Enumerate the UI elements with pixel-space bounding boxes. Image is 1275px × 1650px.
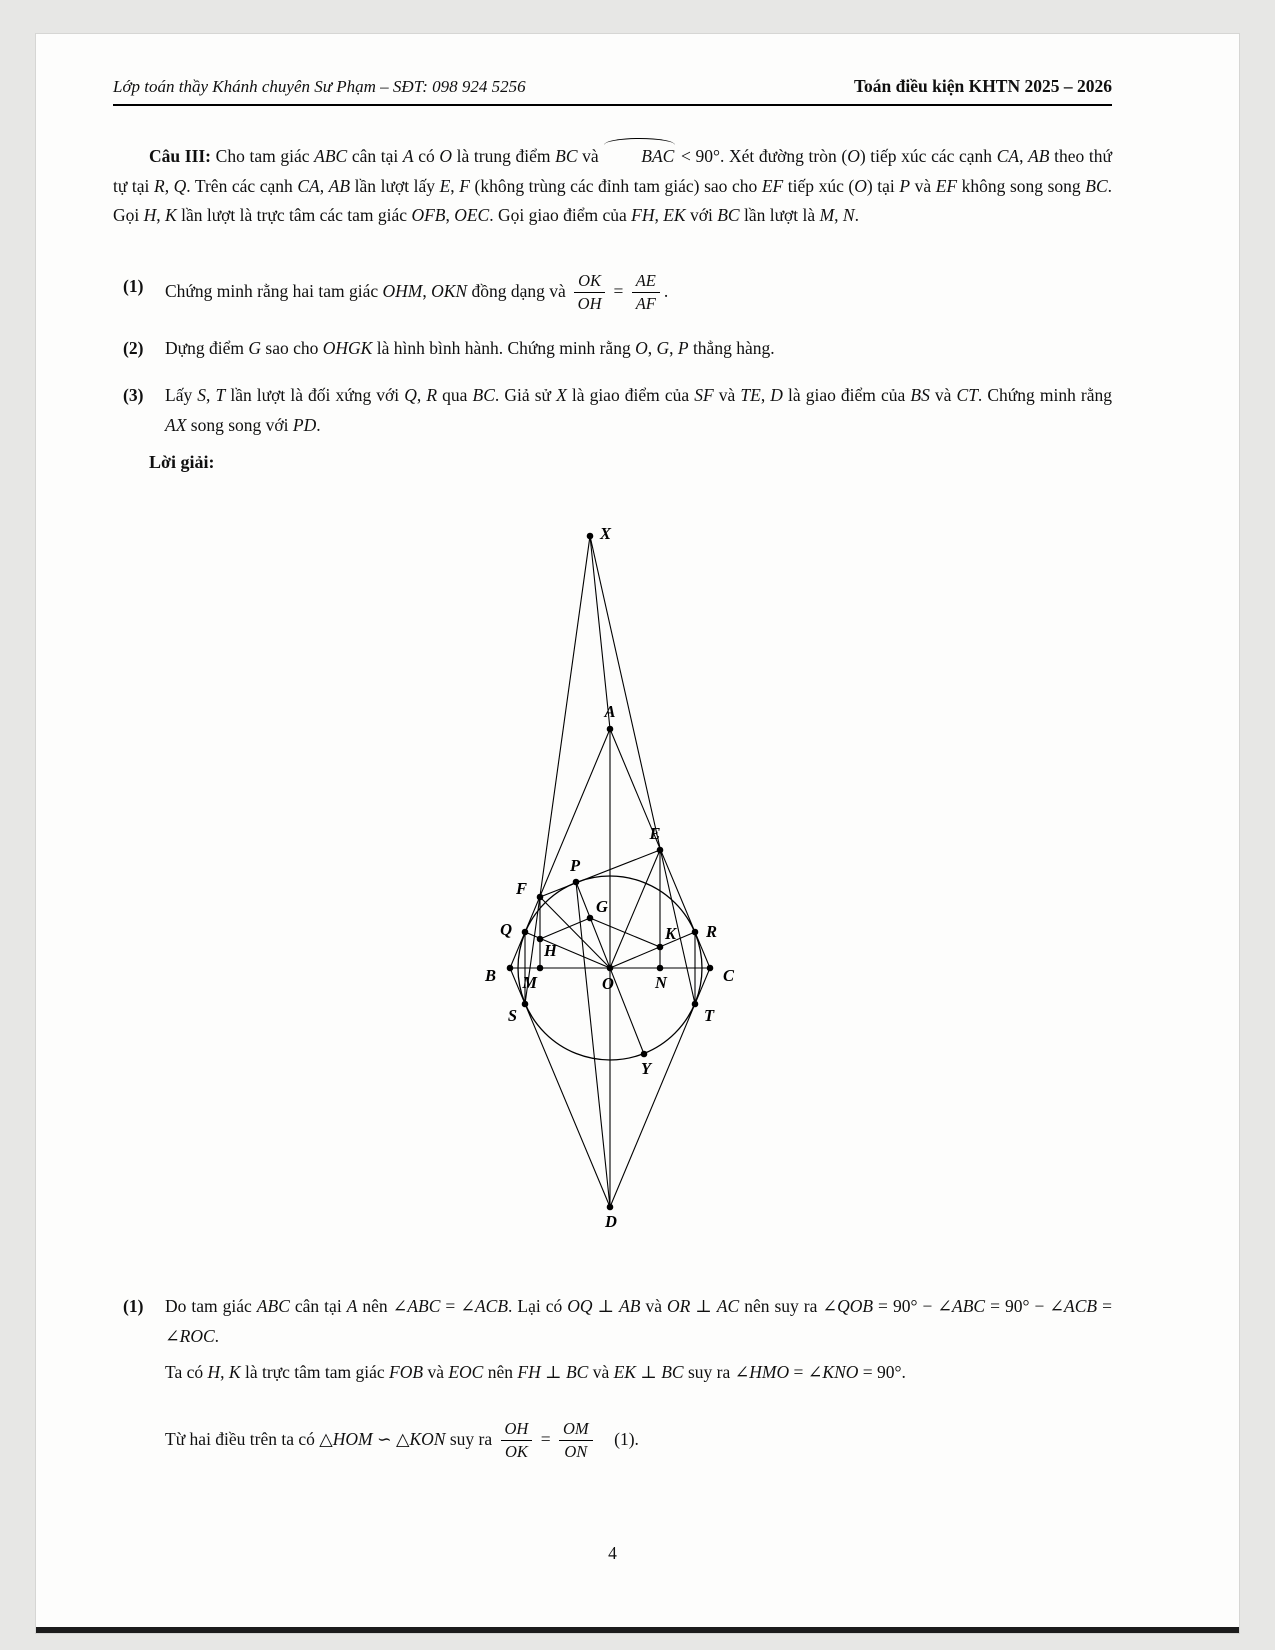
- solution-step-1-text: Do tam giác ABC cân tại A nên ∠ABC = ∠ACB. Lại có OQ ⊥ AB và OR ⊥ AC nên suy ra ∠QOB = 90° − ∠ABC = 90° − ∠ACB = ∠ROC.: [165, 1296, 1112, 1346]
- label-R: R: [706, 922, 718, 941]
- point-Q: [522, 929, 529, 936]
- label-A: A: [604, 702, 616, 721]
- segment-PD: [576, 882, 610, 1207]
- point-A: [607, 726, 614, 733]
- solution-paragraph-2-text: Ta có H, K là trực tâm tam giác FOB và EOC nên FH ⊥ BC và EK ⊥ BC suy ra ∠HMO = ∠KNO = 90°.: [165, 1362, 906, 1382]
- label-M: M: [522, 973, 537, 992]
- solution-step-1: [113, 1292, 1112, 1351]
- label-Y: Y: [640, 1059, 652, 1078]
- label-N: N: [655, 973, 667, 992]
- point-H: [537, 936, 544, 943]
- exam-title: Toán điều kiện KHTN 2025 – 2026: [853, 76, 1112, 96]
- solution-paragraph-3-text: Từ hai điều trên ta có △HOM ∽ △KON suy ra $\frac{OH}{OK}$ = $\frac{OM}{ON}$ (1).: [165, 1419, 639, 1462]
- page-bottom-edge: [36, 1627, 1239, 1633]
- geometry-figure: [465, 505, 765, 1250]
- label-Q: Q: [500, 920, 512, 939]
- point-R: [692, 929, 699, 936]
- point-O: [607, 965, 614, 972]
- label-T: T: [704, 1006, 715, 1025]
- label-H: H: [544, 941, 557, 960]
- label-G: G: [596, 897, 608, 916]
- point-D: [607, 1204, 614, 1211]
- point-N: [657, 965, 664, 972]
- label-O: O: [602, 974, 614, 993]
- point-T: [692, 1001, 699, 1008]
- label-K: K: [665, 924, 677, 943]
- item-3-text: Lấy S, T lần lượt là đối xứng với Q, R qua BC. Giả sử X là giao điểm của SF và TE, D là giao điểm của BS và CT. Chứng minh rằng AX song song với PD.: [165, 385, 1113, 435]
- point-Y: [641, 1051, 648, 1058]
- fraction: $\frac{OK}{OH}$: [574, 272, 605, 314]
- point-G: [587, 915, 594, 922]
- course-title: Lớp toán thầy Khánh chuyên Sư Phạm – SĐT: 098 924 5256: [113, 77, 526, 96]
- item-2-label: (2): [123, 338, 144, 358]
- solution-step-1-label: (1): [123, 1296, 144, 1316]
- fraction: $\frac{OH}{OK}$: [501, 1420, 533, 1462]
- problem-item-1: [113, 272, 1112, 314]
- item-1-label: (1): [123, 276, 144, 296]
- problem-item-3: [113, 381, 1112, 440]
- page-number: 4: [608, 1543, 617, 1563]
- point-X: [587, 533, 594, 540]
- item-1-text: Chứng minh rằng hai tam giác OHM, OKN đồng dạng và $\frac{OK}{OH}$ = $\frac{AE}{AF}$ .: [165, 271, 669, 314]
- point-C: [707, 965, 714, 972]
- point-F: [537, 894, 544, 901]
- header-rule: [113, 104, 1112, 106]
- segment-FE: [540, 850, 660, 897]
- point-K: [657, 944, 664, 951]
- problem-statement: Câu III: Cho tam giác ABC cân tại A có O là trung điểm BC và BAC < 90°. Xét đường tròn (O) tiếp xúc các cạnh CA, AB theo thứ tự tại R, Q. Trên các cạnh CA, AB lần lượt lấy E, F (không trùng các đỉnh tam giác) sao cho EF tiếp xúc (O) tại P và EF không song song BC. Gọi H, K lần lượt là trực tâm các tam giác OFB, OEC. Gọi giao điểm của FH, EK với BC lần lượt là M, N.: [113, 142, 1112, 231]
- fraction: $\frac{AE}{AF}$: [632, 272, 660, 314]
- segment-AX: [590, 536, 610, 729]
- segment-XT: [590, 536, 695, 1004]
- label-C: C: [723, 966, 735, 985]
- segment-XS: [525, 536, 590, 1004]
- label-P: P: [569, 856, 581, 875]
- point-M: [537, 965, 544, 972]
- point-P: [573, 879, 580, 886]
- label-B: B: [484, 966, 496, 985]
- point-B: [507, 965, 514, 972]
- label-E: E: [649, 824, 661, 843]
- point-S: [522, 1001, 529, 1008]
- label-X: X: [600, 524, 612, 543]
- item-3-label: (3): [123, 385, 144, 405]
- label-F: F: [515, 879, 527, 898]
- solution-figure: [465, 505, 765, 1250]
- page-header: [113, 76, 1112, 97]
- label-D: D: [605, 1212, 617, 1231]
- segment-HG: [540, 918, 590, 939]
- problem-item-2: [113, 334, 1112, 364]
- point-E: [657, 847, 664, 854]
- fraction: $\frac{OM}{ON}$: [559, 1420, 593, 1462]
- solution-heading: Lời giải:: [149, 452, 215, 472]
- label-S: S: [507, 1006, 517, 1025]
- solution-paragraph-2: [113, 1358, 1112, 1388]
- item-2-text: Dựng điểm G sao cho OHGK là hình bình hành. Chứng minh rằng O, G, P thẳng hàng.: [165, 338, 775, 358]
- solution-paragraph-3: [113, 1420, 1112, 1462]
